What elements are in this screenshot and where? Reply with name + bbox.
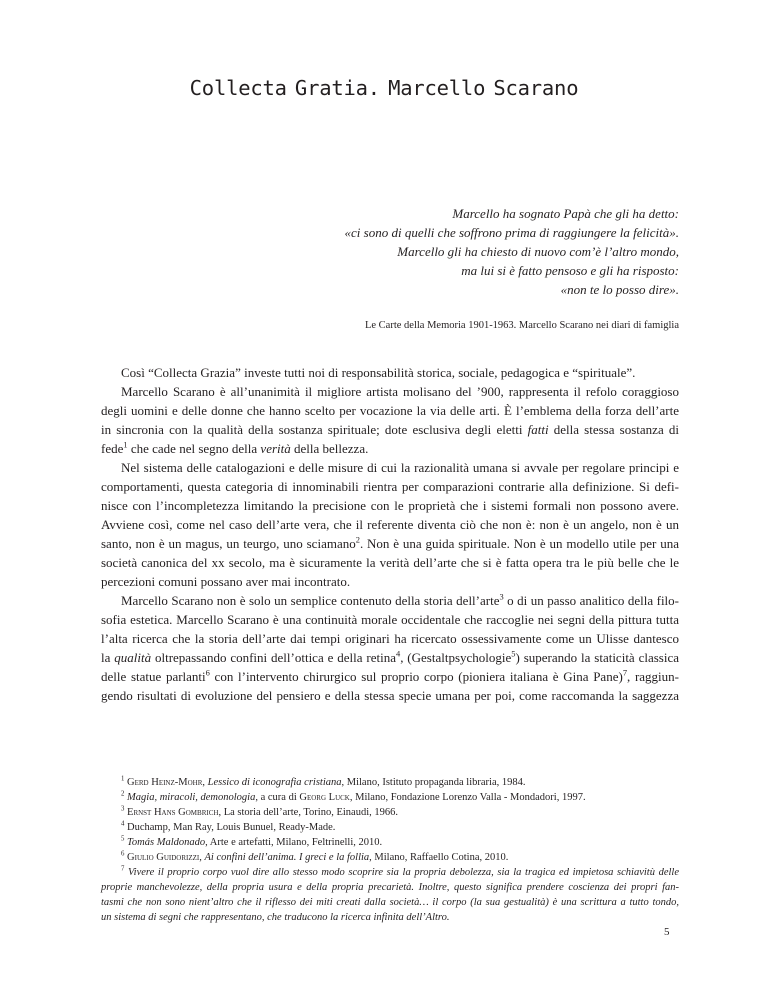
paragraph-line: gendo risultati di evoluzione del pensiero e della stessa specie umana per poi, come raccomanda la saggezza bbox=[101, 688, 679, 703]
paragraph-line: nisce con l’incompletezza limitando la precisione con le proprietà che i sistemi formali non possono avere. bbox=[101, 498, 679, 513]
footnote-4: $^4$ Duchamp, Man Ray, Louis Bunuel, Ready-Made. bbox=[121, 820, 336, 833]
paragraph-line: sofia estetica. Marcello Scarano è una continuità morale occidentale che raccoglie nei segni della pittura tutta bbox=[101, 612, 679, 627]
footnote-ref[interactable]: 5 bbox=[511, 648, 516, 659]
footnote-7: $^7$ Vivere il proprio corpo vuol dire allo stesso modo scoprire sia la propria debolezza, sia la tragica ed impietosa schiavitù delle bbox=[121, 865, 680, 878]
paragraph-line: Marcello Scarano non è solo un semplice contenuto della storia dell’arte$^3$ o di un passo analitico della filo- bbox=[121, 591, 679, 608]
paragraph-line: Avviene così, come nel caso dell’arte vera, che il referente diventa ciò che non è: non è un angelo, non è un bbox=[101, 517, 679, 532]
footnote-ref[interactable]: 7 bbox=[622, 667, 628, 678]
footnote-ref[interactable]: 6 bbox=[205, 667, 210, 678]
footnote-ref[interactable]: 3 bbox=[499, 591, 504, 602]
footnote-3: $^3$ Ernst Hans Gombrich, La storia dell’arte, Torino, Einaudi, 1966. bbox=[121, 805, 399, 818]
paragraph-line: comportamenti, questa categoria di innominabili rientra per comparazioni contrarie alla definizione. Si defi- bbox=[101, 479, 679, 494]
footnote-7-line: proprie manchevolezze, della propria usura e della propria precarietà. Inoltre, questo significa prendere coscienza dei propri fan- bbox=[101, 882, 679, 893]
paragraph-line: in sincronia con la qualità della sostanza spirituale; dote esclusiva degli eletti fatti della stessa sostanza di bbox=[101, 422, 679, 437]
footnote-6: $^6$ Giulio Guidorizzi, Ai confini dell’anima. I greci e la follia, Milano, Raffaello Cotina, 2010. bbox=[121, 850, 509, 863]
paragraph-line: degli uomini e delle donne che hanno scelto per vocazione la via delle arti. È l’emblema della forza dell’arte bbox=[101, 403, 679, 418]
paragraph-line: Così “Collecta Grazia” investe tutti noi di responsabilità storica, sociale, pedagogica e “spirituale”. bbox=[121, 365, 636, 380]
footnote-ref[interactable]: 1 bbox=[123, 439, 128, 450]
footnote-ref[interactable]: 4 bbox=[395, 648, 401, 659]
footnote-2: $^2$ Magia, miracoli, demonologia, a cura di Georg Luck, Milano, Fondazione Lorenzo Valla - Mondadori, 1997. bbox=[121, 790, 586, 803]
epigraph-line: ma lui si è fatto pensoso e gli ha risposto: bbox=[461, 263, 679, 278]
epigraph-line: Marcello gli ha chiesto di nuovo com’è l’altro mondo, bbox=[397, 244, 679, 259]
footnote-7-line: un sistema di segni che rappresentano, che traducono la ricerca infinita dell’Altro. bbox=[101, 912, 450, 923]
paragraph-line: Nel sistema delle catalogazioni e delle misure di cui la razionalità umana si avvale per regolare principi e bbox=[121, 460, 679, 475]
footnote-1: $^1$ Gerd Heinz-Mohr, Lessico di iconografia cristiana, Milano, Istituto propaganda libraria, 1984. bbox=[121, 775, 526, 788]
paragraph-line: santo, non è un magus, un teurgo, uno sciamano$^2$. Non è una guida spirituale. Non è un modello utile per una bbox=[101, 534, 679, 551]
paragraph-line: la qualità oltrepassando confini dell’ottica e della retina$^4$, (Gestaltpsychologie$^5$) superando la staticità classica bbox=[101, 648, 679, 665]
paragraph-line: fede$^1$ che cade nel segno della verità della bellezza. bbox=[101, 439, 369, 456]
paragraph-line: l’alta ricerca che la storia dell’arte dai tempi originari ha ricercato ossessivamente come un Ulisse dantesco bbox=[101, 631, 679, 646]
page-title: Collecta Gratia. Marcello Scarano bbox=[189, 76, 579, 100]
paragraph-line: Marcello Scarano è all’unanimità il migliore artista molisano del ’900, rappresenta il refolo coraggioso bbox=[121, 384, 679, 399]
epigraph-line: «non te lo posso dire». bbox=[560, 282, 679, 297]
paragraph-line: delle statue parlanti$^6$ con l’intervento chirurgico sul proprio corpo (pioniera italiana è Gina Pane)$^7$, raggiun- bbox=[101, 667, 680, 684]
footnote-ref[interactable]: 2 bbox=[355, 534, 360, 545]
footnote-7-line: tasmi che non sono nient’altro che il riflesso dei miti creati dalla società… il corpo (la sua gestualità) è una scrittura a tutto tondo, bbox=[101, 897, 679, 908]
footnote-5: $^5$ Tomás Maldonado, Arte e artefatti, Milano, Feltrinelli, 2010. bbox=[121, 835, 383, 848]
paragraph-line: percezioni comuni possano aver mai incontrato. bbox=[101, 574, 351, 589]
epigraph-line: Marcello ha sognato Papà che gli ha detto: bbox=[452, 206, 679, 221]
epigraph-source: Le Carte della Memoria 1901-1963. Marcello Scarano nei diari di famiglia bbox=[364, 320, 679, 331]
paragraph-line: società canonica del xx secolo, ma è sicuramente la verità dell’arte che si è fatta opera tra le più belle che le bbox=[101, 555, 679, 570]
page-number: 5 bbox=[664, 926, 670, 938]
epigraph-line: «ci sono di quelli che soffrono prima di raggiungere la felicità». bbox=[344, 225, 679, 240]
